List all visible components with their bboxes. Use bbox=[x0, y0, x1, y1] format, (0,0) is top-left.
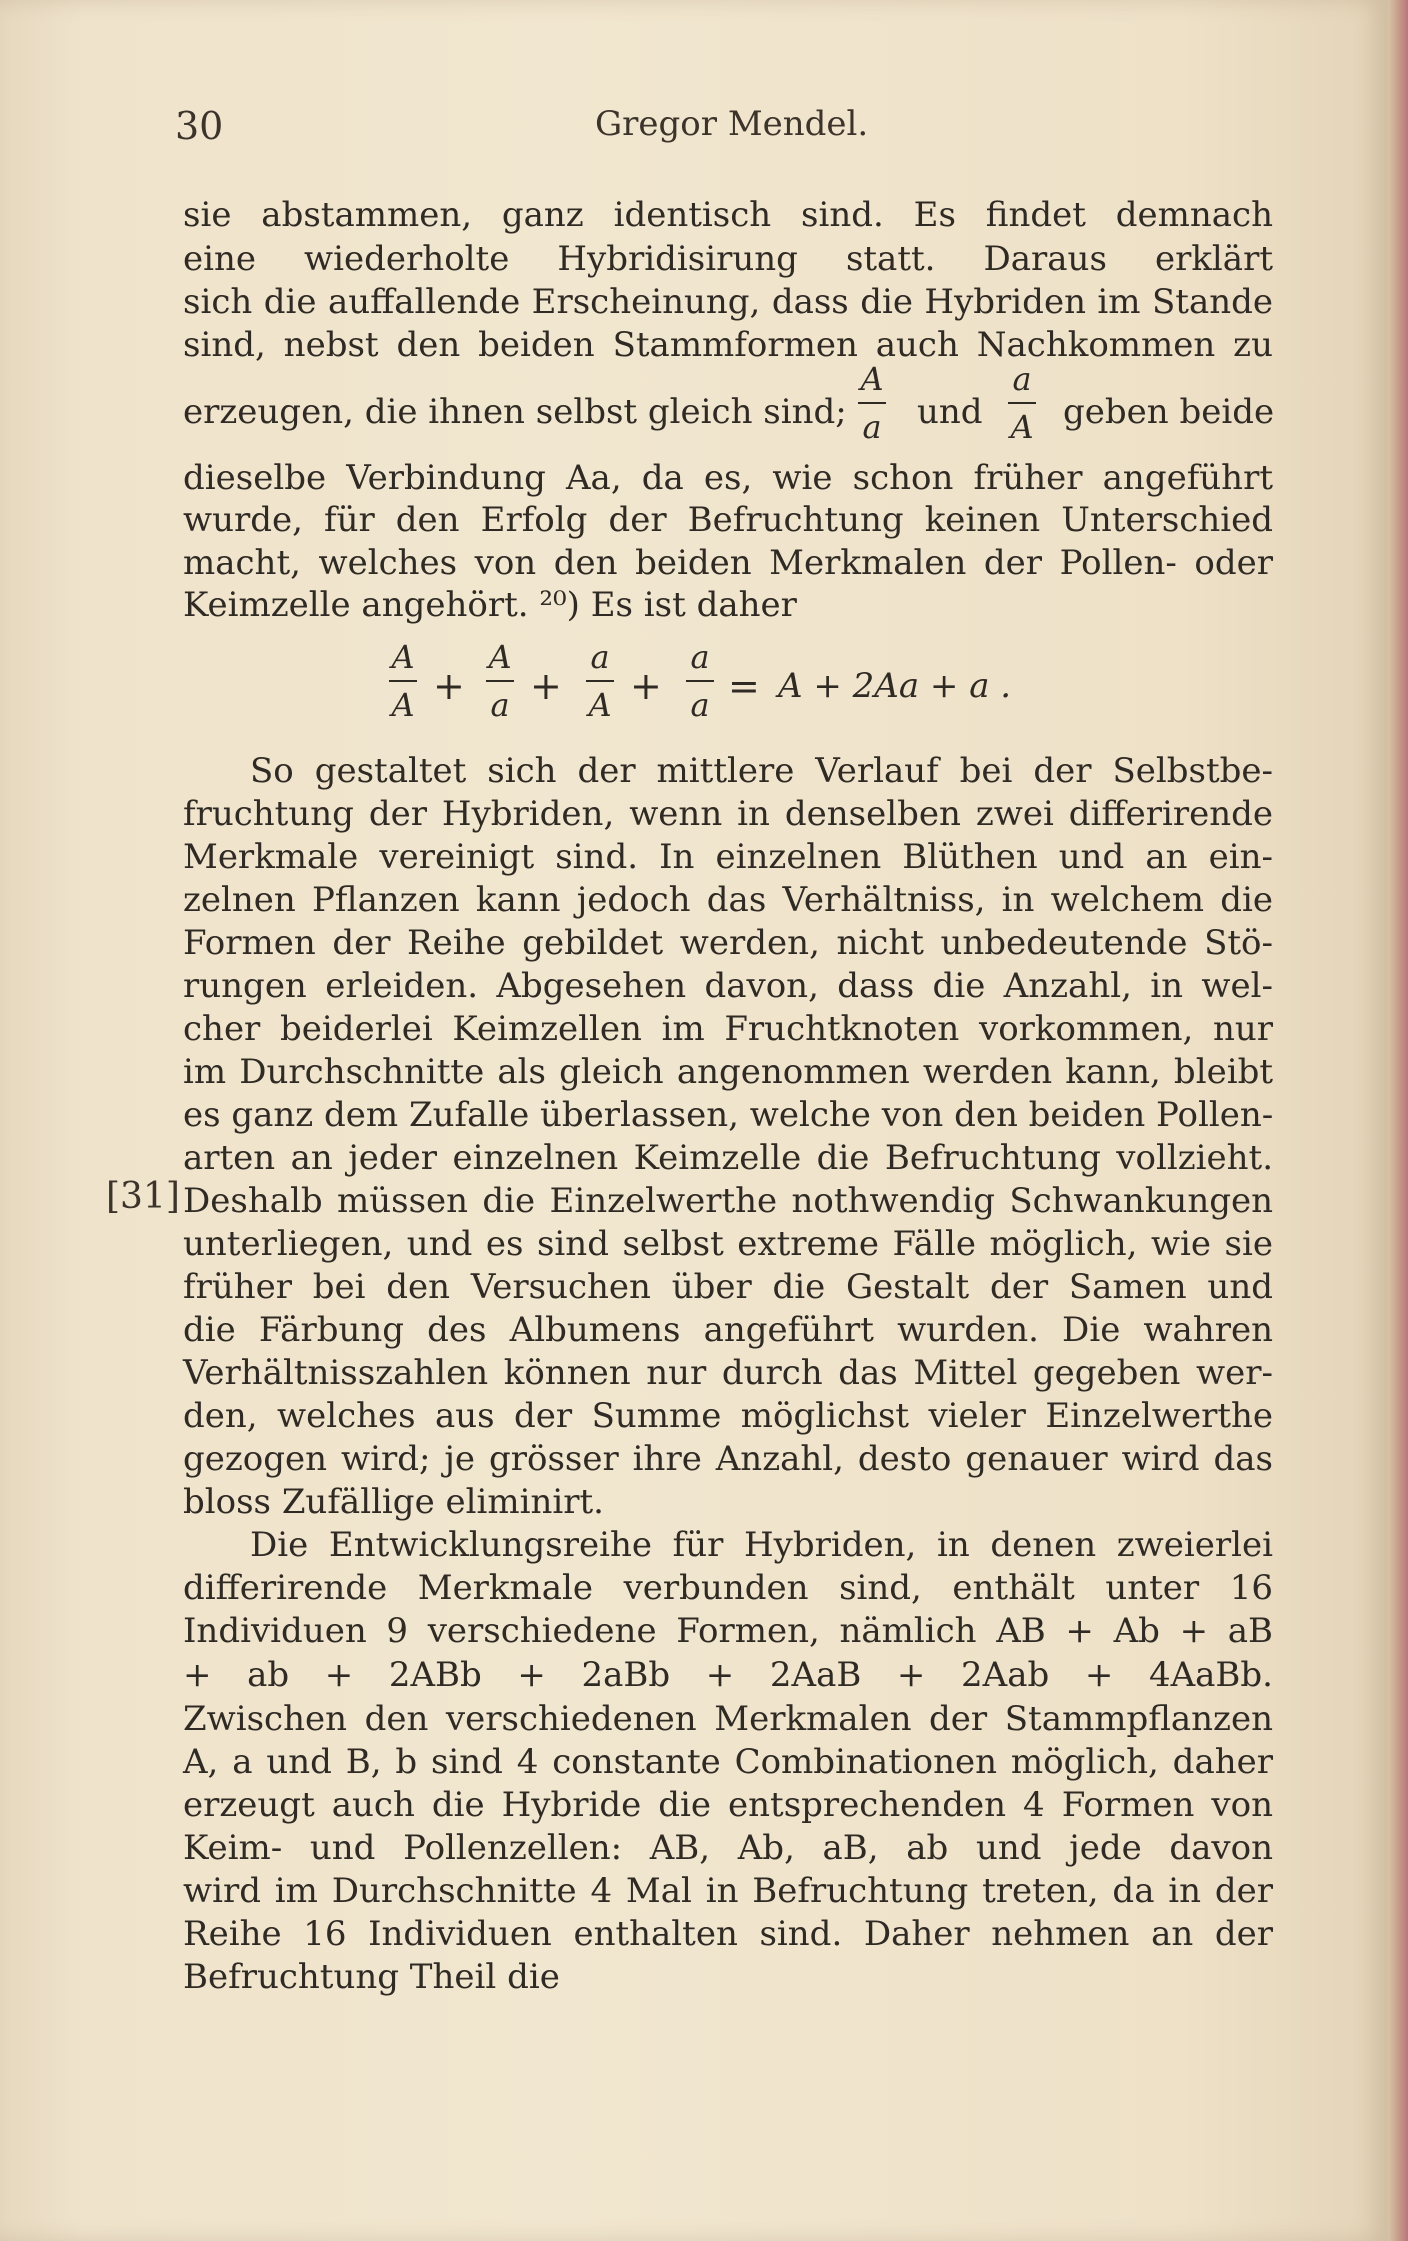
text-line: Individuen 9 verschiedene Formen, nämlich AB + Ab + aB bbox=[183, 1611, 1273, 1651]
plus-sign: + bbox=[433, 664, 465, 708]
running-head: Gregor Mendel. bbox=[595, 104, 869, 144]
text-line: Reihe 16 Individuen enthalten sind. Daher nehmen an der bbox=[183, 1914, 1273, 1954]
fraction-denominator: a bbox=[862, 408, 882, 446]
text-line: Merkmale vereinigt sind. In einzelnen Blüthen und an ein- bbox=[183, 837, 1273, 877]
text-line: wurde, für den Erfolg der Befruchtung keinen Unterschied bbox=[183, 500, 1273, 540]
text-line: Keimzelle angehört. ²⁰) Es ist daher bbox=[183, 585, 797, 625]
text-line: unterliegen, und es sind selbst extreme Fälle möglich, wie sie bbox=[183, 1224, 1273, 1264]
fraction-bar bbox=[389, 680, 417, 682]
fraction-bar bbox=[1008, 402, 1036, 404]
fraction-bar bbox=[686, 680, 714, 682]
text-line: Befruchtung Theil die bbox=[183, 1957, 560, 1997]
fraction-denominator: A bbox=[588, 686, 612, 724]
text-line: So gestaltet sich der mittlere Verlauf bei der Selbstbe- bbox=[250, 751, 1273, 791]
text-line: Die Entwicklungsreihe für Hybriden, in denen zweierlei bbox=[250, 1525, 1273, 1565]
text-line: früher bei den Versuchen über die Gestalt der Samen und bbox=[183, 1267, 1273, 1307]
text-line: sind, nebst den beiden Stammformen auch Nachkommen zu bbox=[183, 325, 1273, 365]
text-line: Zwischen den verschiedenen Merkmalen der Stammpflanzen bbox=[183, 1699, 1273, 1739]
equation-fraction bbox=[381, 640, 425, 722]
fraction-line-lead: erzeugen, die ihnen selbst gleich sind; bbox=[183, 392, 847, 432]
equals-sign: = bbox=[728, 664, 760, 708]
fraction-bar bbox=[858, 402, 886, 404]
text-line: es ganz dem Zufalle überlassen, welche von den beiden Pollen- bbox=[183, 1095, 1274, 1135]
fraction-numerator: A bbox=[391, 638, 415, 676]
fraction-numerator: A bbox=[488, 638, 512, 676]
fraction bbox=[1000, 362, 1044, 444]
fraction-numerator: A bbox=[860, 360, 884, 398]
text-line: fruchtung der Hybriden, wenn in denselben zwei differirende bbox=[183, 794, 1273, 834]
text-line: eine wiederholte Hybridisirung statt. Daraus erklärt bbox=[183, 239, 1273, 279]
text-line: erzeugt auch die Hybride die entsprechenden 4 Formen von bbox=[183, 1785, 1273, 1825]
text-line: den, welches aus der Summe möglichst vieler Einzelwerthe bbox=[183, 1396, 1273, 1436]
text-line: dieselbe Verbindung Aa, da es, wie schon früher angeführt bbox=[183, 458, 1273, 498]
text-line: Formen der Reihe gebildet werden, nicht unbedeutende Stö- bbox=[183, 923, 1273, 963]
text-line: Deshalb müssen die Einzelwerthe nothwendig Schwankungen bbox=[183, 1181, 1273, 1221]
page-edge bbox=[1388, 0, 1408, 2241]
fraction-denominator: A bbox=[1010, 408, 1034, 446]
text-line: bloss Zufällige eliminirt. bbox=[183, 1482, 604, 1522]
text-line: zelnen Pflanzen kann jedoch das Verhältniss, in welchem die bbox=[183, 880, 1273, 920]
text-line: die Färbung des Albumens angeführt wurden. Die wahren bbox=[183, 1310, 1273, 1350]
fraction-line-mid: und bbox=[917, 392, 983, 432]
plus-sign: + bbox=[530, 664, 562, 708]
fraction-numerator: a bbox=[1012, 360, 1032, 398]
text-line: wird im Durchschnitte 4 Mal in Befruchtung treten, da in der bbox=[183, 1871, 1273, 1911]
fraction-denominator: a bbox=[690, 686, 710, 724]
fraction-denominator: a bbox=[490, 686, 510, 724]
margin-page-marker: [31] bbox=[106, 1176, 180, 1217]
text-line: Verhältnisszahlen können nur durch das Mittel gegeben wer- bbox=[183, 1353, 1273, 1393]
equation-fraction bbox=[478, 640, 522, 722]
text-line: macht, welches von den beiden Merkmalen der Pollen- oder bbox=[183, 543, 1273, 583]
text-line: cher beiderlei Keimzellen im Fruchtknoten vorkommen, nur bbox=[183, 1009, 1273, 1049]
fraction bbox=[850, 362, 894, 444]
text-line: sich die auffallende Erscheinung, dass die Hybriden im Stande bbox=[183, 282, 1273, 322]
text-line: arten an jeder einzelnen Keimzelle die Befruchtung vollzieht. bbox=[183, 1138, 1273, 1178]
fraction-bar bbox=[586, 680, 614, 682]
text-line: + ab + 2ABb + 2aBb + 2AaB + 2Aab + 4AaBb. bbox=[183, 1655, 1273, 1695]
fraction-numerator: a bbox=[690, 638, 710, 676]
equation-fraction bbox=[678, 640, 722, 722]
fraction-denominator: A bbox=[391, 686, 415, 724]
text-line: differirende Merkmale verbunden sind, enthält unter 16 bbox=[183, 1568, 1273, 1608]
fraction-numerator: a bbox=[590, 638, 610, 676]
text-line: A, a und B, b sind 4 constante Combinationen möglich, daher bbox=[183, 1742, 1273, 1782]
text-line: Keim- und Pollenzellen: AB, Ab, aB, ab und jede davon bbox=[183, 1828, 1273, 1868]
equation-fraction bbox=[578, 640, 622, 722]
text-line: sie abstammen, ganz identisch sind. Es findet demnach bbox=[183, 195, 1273, 235]
text-line: gezogen wird; je grösser ihre Anzahl, desto genauer wird das bbox=[183, 1439, 1273, 1479]
text-line: im Durchschnitte als gleich angenommen werden kann, bleibt bbox=[183, 1052, 1273, 1092]
fraction-line-tail: geben beide bbox=[1063, 392, 1275, 432]
page-number: 30 bbox=[175, 104, 224, 148]
fraction-bar bbox=[486, 680, 514, 682]
equation-result: A + 2Aa + a . bbox=[778, 666, 1012, 706]
plus-sign: + bbox=[630, 664, 662, 708]
text-line: rungen erleiden. Abgesehen davon, dass die Anzahl, in wel- bbox=[183, 966, 1273, 1006]
